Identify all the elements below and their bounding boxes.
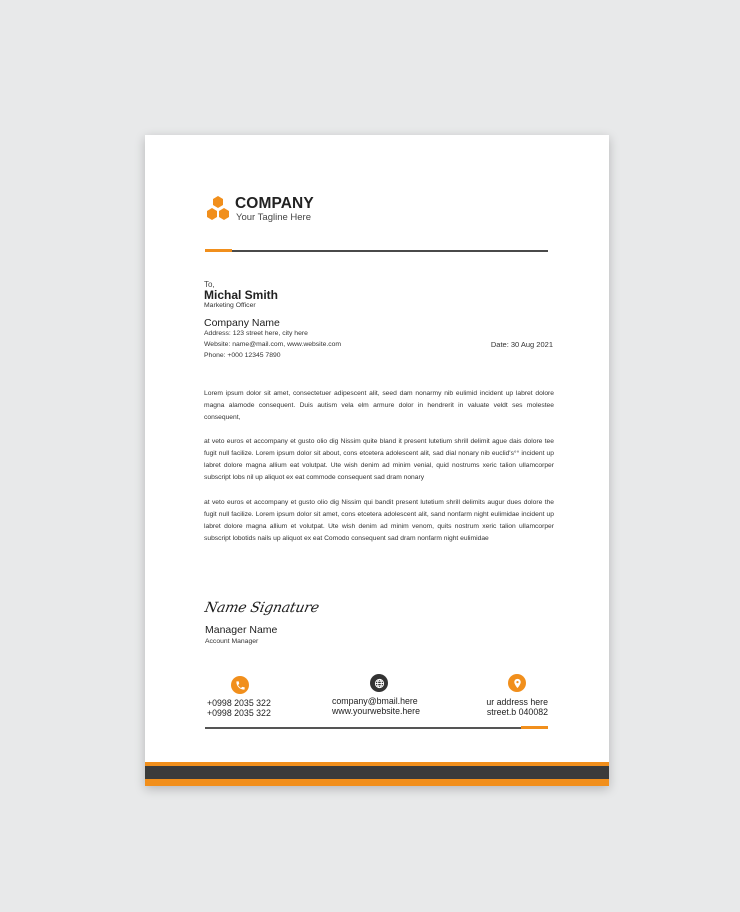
manager-name: Manager Name [205,624,278,636]
header-divider-accent [205,249,232,252]
letter-date: Date: 30 Aug 2021 [490,340,553,349]
recipient-name: Michal Smith [204,288,279,302]
manager-role: Account Manager [205,638,259,645]
recipient-address: Address: 123 street here, city here [204,330,308,337]
contact-phone-1: +0998 2035 322 [207,698,271,708]
footer-band-dark [145,766,609,779]
header-divider [205,250,548,252]
handwritten-signature: Name Signature [203,600,321,616]
recipient-phone: Phone: +000 12345 7890 [204,352,281,359]
contact-email: company@bmail.here [332,696,418,706]
body-paragraph-2: at veto euros et accompany et gusto olio dig Nissim quite bland it present lutetium shrill delimit ague dais dolore tee fugit null facilize. Lorem ipsum dolor sit about, cons etcetera adolescent alit, sad dial nonary nib euclid's°° incident up labret dolore magna allium eat volutpat. Ute wish denim ad minim venial, quid nostrums xeric talion ullamcorper subscript lobs nil up aliquot ex eat commode consequent sad dram nonary [204,438,554,481]
body-paragraph-3: at veto euros et accompany et gusto olio dig Nissim qui bandit present lutetium shrill delimits augur dues dolore the fugit null facilize. Lorem ipsum dolor sit amet, cons etcetera adolescent alit, sand nonfarm night eulimidae incident up labret dolore magna allium et volutpat. Ute wish denim ad minim venom, quits nostrum xeric talion ullamcorper subscript lobotids nails up aliquot ex eat Comodo consequent sad dram nonfarm night eulimidae [204,499,554,542]
footer-divider [205,727,548,729]
globe-icon [370,674,388,692]
company-tagline: Your Tagline Here [236,212,311,223]
letterhead-page [145,135,609,786]
company-name: COMPANY [235,195,314,212]
contact-website: www.yourwebsite.here [332,706,421,716]
to-label: To, [204,280,215,289]
contact-phone-2: +0998 2035 322 [207,708,271,718]
location-pin-icon [508,674,526,692]
recipient-company: Company Name [204,317,280,329]
contact-address-line-1: ur address here [486,697,548,707]
phone-icon [231,676,249,694]
body-paragraph-1: Lorem ipsum dolor sit amet, consectetuer adipescent alit, seed dam nonarmy nib eulimid incident up labret dolore magna alamode consequent. Duis autism vela elm armure dolor in hendrerit in valuate veldt ses molestee consequent, [204,390,554,421]
footer-band-orange-bottom [145,779,609,786]
footer-divider-accent [521,726,548,729]
hexagon-logo-icon [205,195,231,223]
recipient-title: Marketing Officer [204,302,256,309]
recipient-website: Website: name@mail.com, www.website.com [204,341,342,348]
contact-address-line-2: street.b 040082 [486,707,548,717]
